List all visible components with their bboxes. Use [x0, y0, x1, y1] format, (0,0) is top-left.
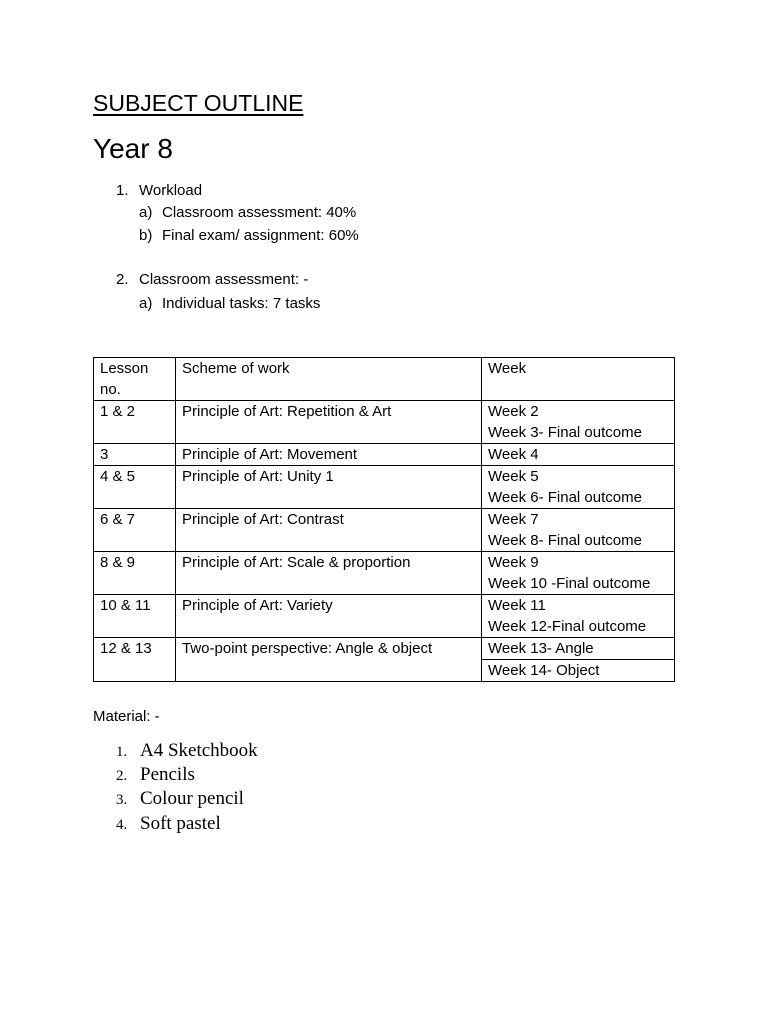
- scheme-cell: Principle of Art: Contrast: [176, 509, 482, 552]
- workload-item: [139, 204, 356, 221]
- week-line: Week 8- Final outcome: [488, 532, 642, 549]
- week-line: Week 2: [488, 403, 539, 420]
- lesson-cell: 3: [94, 444, 176, 466]
- material-label: Material: -: [93, 708, 160, 725]
- material-number: 3.: [116, 792, 128, 808]
- list-number: 1.: [116, 182, 129, 199]
- table-row: [94, 595, 675, 638]
- list-marker: b): [139, 227, 153, 244]
- scheme-table-body: [94, 358, 675, 682]
- week-line: Week 6- Final outcome: [488, 489, 642, 506]
- material-item: [116, 764, 195, 786]
- week-line: Week 11: [488, 597, 546, 614]
- week-cell: [482, 444, 675, 466]
- table-row: [94, 509, 675, 552]
- week-line: Week 14- Object: [488, 662, 600, 679]
- header-lesson: Lesson no.: [94, 358, 176, 401]
- scheme-table: [93, 357, 675, 682]
- table-row: [94, 466, 675, 509]
- scheme-cell: Two-point perspective: Angle & object: [176, 638, 482, 682]
- table-row: [94, 638, 675, 682]
- year-heading: Year 8: [93, 133, 173, 164]
- list-text: Final exam/ assignment: 60%: [162, 227, 359, 244]
- document-title: SUBJECT OUTLINE: [93, 90, 304, 116]
- scheme-cell: Principle of Art: Unity 1: [176, 466, 482, 509]
- material-text: Colour pencil: [140, 788, 244, 809]
- list-label: Classroom assessment: -: [139, 271, 309, 288]
- week-cell: [482, 466, 675, 509]
- list-label: Workload: [139, 182, 203, 199]
- scheme-cell: Principle of Art: Movement: [176, 444, 482, 466]
- lesson-cell: 12 & 13: [94, 638, 176, 682]
- material-item: [116, 813, 221, 835]
- table-row: [94, 444, 675, 466]
- material-text: A4 Sketchbook: [140, 740, 258, 761]
- list-text: Classroom assessment: 40%: [162, 204, 357, 221]
- lesson-cell: 6 & 7: [94, 509, 176, 552]
- week-line: Week 12-Final outcome: [488, 618, 647, 635]
- classroom-item: [139, 295, 320, 312]
- material-item: [116, 740, 258, 762]
- list-marker: a): [139, 295, 153, 312]
- lesson-cell: 10 & 11: [94, 595, 176, 638]
- material-number: 4.: [116, 817, 128, 833]
- material-number: 1.: [116, 744, 128, 760]
- week-cell: [482, 509, 675, 552]
- list-number: 2.: [116, 271, 129, 288]
- week-cell: [482, 638, 675, 682]
- week-line: Week 9: [488, 554, 539, 571]
- workload-item: [139, 227, 359, 244]
- table-header-row: [94, 358, 675, 401]
- week-line: Week 3- Final outcome: [488, 424, 642, 441]
- week-cell: [482, 595, 675, 638]
- week-cell: [482, 552, 675, 595]
- scheme-cell: Principle of Art: Repetition & Art: [176, 401, 482, 444]
- week-line: Week 5: [488, 468, 539, 485]
- classroom-heading: [116, 271, 308, 288]
- header-scheme: Scheme of work: [176, 358, 482, 401]
- week-cell: [482, 401, 675, 444]
- lesson-cell: 1 & 2: [94, 401, 176, 444]
- table-row: [94, 552, 675, 595]
- list-marker: a): [139, 204, 153, 221]
- week-line: Week 13- Angle: [482, 638, 674, 660]
- lesson-cell: 8 & 9: [94, 552, 176, 595]
- list-text: Individual tasks: 7 tasks: [162, 295, 321, 312]
- lesson-cell: 4 & 5: [94, 466, 176, 509]
- table-row: [94, 401, 675, 444]
- material-item: [116, 788, 244, 810]
- scheme-cell: Principle of Art: Scale & proportion: [176, 552, 482, 595]
- scheme-cell: Principle of Art: Variety: [176, 595, 482, 638]
- material-number: 2.: [116, 768, 128, 784]
- week-line: Week 7: [488, 511, 539, 528]
- material-text: Pencils: [140, 764, 195, 785]
- workload-heading: [116, 182, 202, 199]
- week-line: Week 10 -Final outcome: [488, 575, 651, 592]
- material-text: Soft pastel: [140, 813, 221, 834]
- header-week: Week: [482, 358, 675, 401]
- week-line: Week 4: [488, 446, 539, 463]
